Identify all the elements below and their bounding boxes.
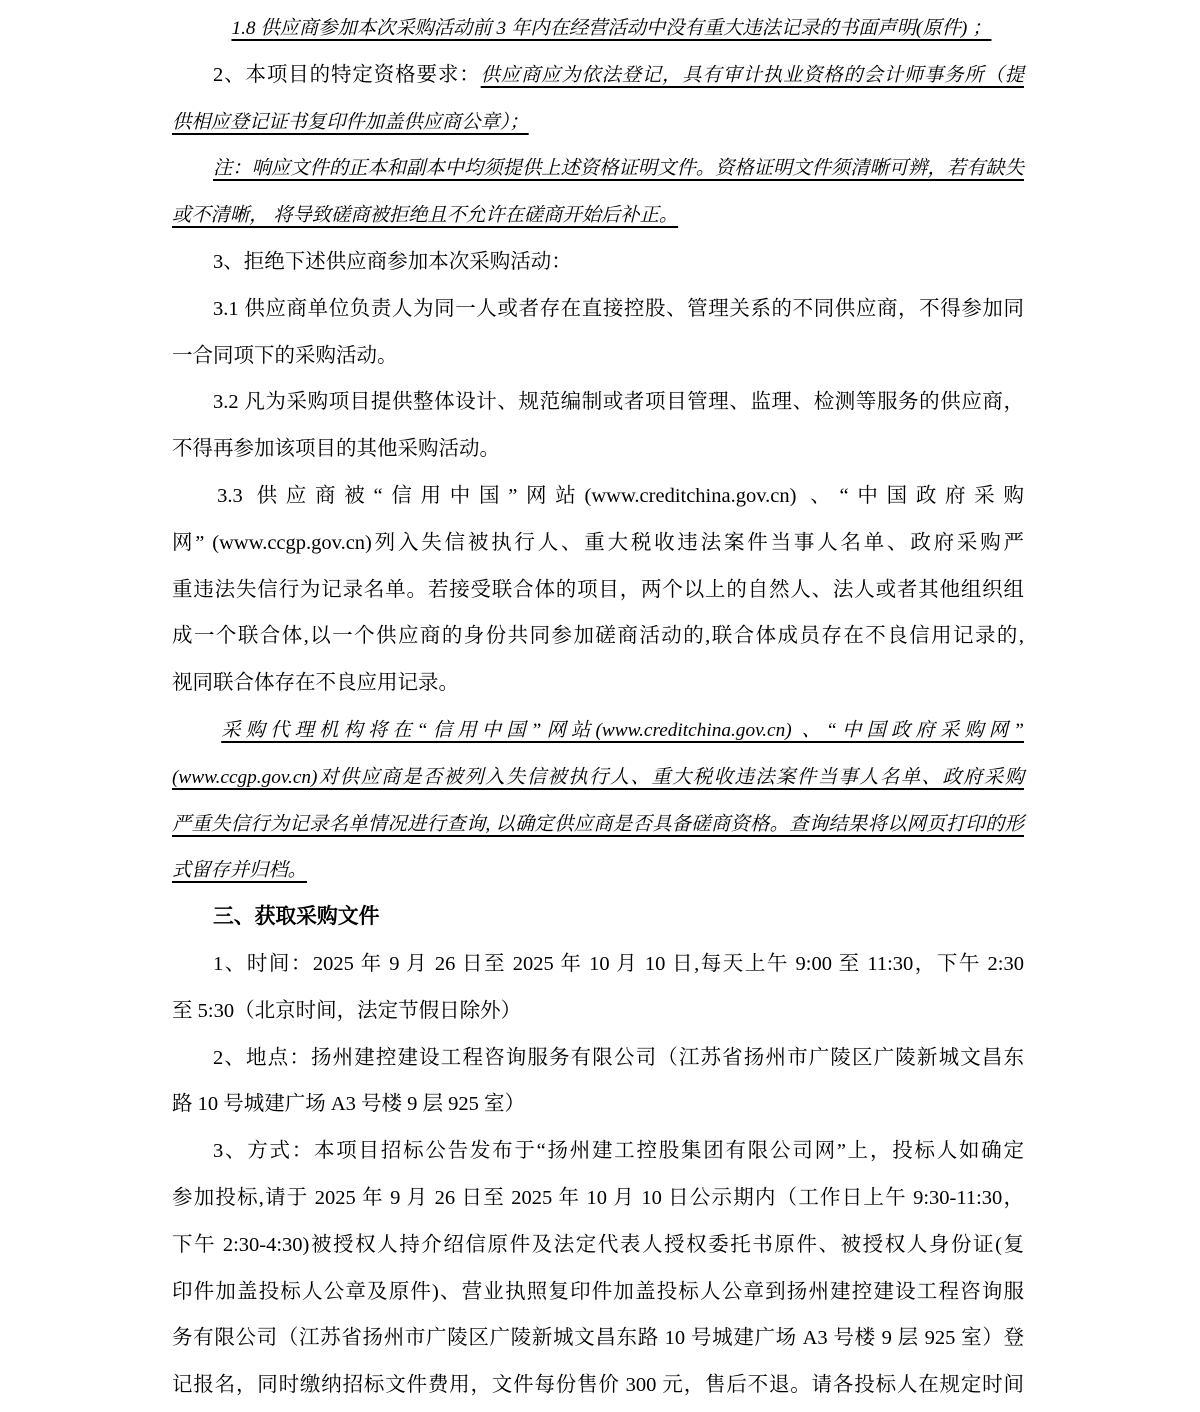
- document-line: [172, 613, 1024, 660]
- emphasized-underlined-text: 式留存并归档。: [172, 860, 307, 882]
- document-line: [172, 99, 1024, 146]
- emphasized-underlined-text: 严重失信行为记录名单情况进行查询, 以确定供应商是否具备磋商资格。查询结果将以网页打印的形: [172, 813, 1024, 835]
- document-line: [172, 1222, 1024, 1269]
- document-line: [172, 52, 1024, 99]
- body-text: 不得再参加该项目的其他采购活动。: [172, 438, 500, 461]
- document-line: [172, 754, 1024, 801]
- document-line: [172, 660, 1024, 707]
- document-line: [172, 1081, 1024, 1128]
- body-text: 2、本项目的特定资格要求：: [213, 63, 481, 86]
- body-text: 1、时间：2025 年 9 月 26 日至 2025 年 10 月 10 日,每天上午 9:00 至 11:30，下午 2:30: [213, 952, 1024, 975]
- body-text: 3、拒绝下述供应商参加本次采购活动：: [213, 250, 572, 273]
- body-text: 务有限公司（江苏省扬州市广陵区广陵新城文昌东路 10 号城建广场 A3 号楼 9 层 925 室）登: [172, 1327, 1024, 1350]
- body-text: 至 5:30（北京时间，法定节假日除外）: [172, 999, 522, 1022]
- body-text: 2、地点：扬州建控建设工程咨询服务有限公司（江苏省扬州市广陵区广陵新城文昌东: [213, 1046, 1024, 1069]
- document-line: [172, 379, 1024, 426]
- document-line: [172, 1175, 1024, 1222]
- document-line: [172, 520, 1024, 567]
- emphasized-underlined-text: 供应商应为依法登记，具有审计执业资格的会计师事务所（提: [480, 64, 1025, 86]
- document-line: [172, 286, 1024, 333]
- emphasized-underlined-text: 注：响应文件的正本和副本中均须提供上述资格证明文件。资格证明文件须清晰可辨，若有缺失: [213, 158, 1024, 180]
- document-line: [172, 707, 1024, 754]
- body-text: 3.2 凡为采购项目提供整体设计、规范编制或者项目管理、监理、检测等服务的供应商，: [213, 391, 1024, 414]
- document-line: [172, 801, 1024, 848]
- document-line: [172, 1362, 1024, 1409]
- body-text: 参加投标,请于 2025 年 9 月 26 日至 2025 年 10 月 10 日公示期内（工作日上午 9:30-11:30，: [172, 1186, 1024, 1209]
- document-line: [172, 988, 1024, 1035]
- document-line: [172, 1128, 1024, 1175]
- body-text: 印件加盖投标人公章及原件)、营业执照复印件加盖投标人公章到扬州建控建设工程咨询服: [172, 1280, 1024, 1303]
- emphasized-underlined-text: 或不清晰， 将导致磋商被拒绝且不允许在磋商开始后补正。: [172, 205, 679, 227]
- body-text: 3.3 供应商被“信用中国”网站(www.creditchina.gov.cn) 、“中国政府采购: [217, 484, 1024, 507]
- document-line: [172, 5, 1024, 52]
- emphasized-underlined-text: 1.8 供应商参加本次采购活动前 3 年内在经营活动中没有重大违法记录的书面声明(原件) ；: [231, 18, 992, 39]
- document-body: [172, 5, 1024, 1409]
- document-line: [172, 1269, 1024, 1316]
- body-text: 记报名，同时缴纳招标文件费用，文件每份售价 300 元，售后不退。请各投标人在规定时间: [172, 1374, 1024, 1397]
- emphasized-underlined-text: (www.ccgp.gov.cn)对供应商是否被列入失信被执行人、重大税收违法案件当事人名单、政府采购: [172, 766, 1024, 788]
- document-page: [172, 5, 1024, 1409]
- document-line: [172, 239, 1024, 286]
- document-line: [172, 941, 1024, 988]
- document-line: [172, 1035, 1024, 1082]
- body-text: 路 10 号城建广场 A3 号楼 9 层 925 室）: [172, 1093, 526, 1116]
- document-line: [172, 894, 1024, 941]
- document-line: [172, 1315, 1024, 1362]
- document-line: [172, 333, 1024, 380]
- document-line: [172, 567, 1024, 614]
- document-line: [172, 473, 1024, 520]
- document-line: [172, 426, 1024, 473]
- body-text: 一合同项下的采购活动。: [172, 344, 398, 367]
- body-text: 下午 2:30-4:30)被授权人持介绍信原件及法定代表人授权委托书原件、被授权人身份证(复: [172, 1233, 1024, 1256]
- body-text: 重违法失信行为记录名单。若接受联合体的项目，两个以上的自然人、法人或者其他组织组: [172, 578, 1024, 601]
- document-line: [172, 192, 1024, 239]
- body-text: 3、方式：本项目招标公告发布于“扬州建工控股集团有限公司网”上，投标人如确定: [213, 1140, 1024, 1163]
- body-text: 成一个联合体,以一个供应商的身份共同参加磋商活动的,联合体成员存在不良信用记录的,: [172, 625, 1024, 648]
- document-line: [172, 847, 1024, 894]
- document-line: [172, 145, 1024, 192]
- emphasized-underlined-text: 采购代理机构将在“信用中国”网站(www.creditchina.gov.cn) 、“中国政府采购网”: [221, 719, 1024, 741]
- body-text: 视同联合体存在不良应用记录。: [172, 672, 459, 695]
- section-heading-text: 三、获取采购文件: [213, 905, 380, 929]
- emphasized-underlined-text: 供相应登记证书复印件加盖供应商公章）；: [172, 111, 529, 133]
- body-text: 3.1 供应商单位负责人为同一人或者存在直接控股、管理关系的不同供应商，不得参加同: [213, 297, 1024, 320]
- body-text: 网” (www.ccgp.gov.cn)列入失信被执行人、重大税收违法案件当事人名单、政府采购严: [172, 531, 1024, 554]
